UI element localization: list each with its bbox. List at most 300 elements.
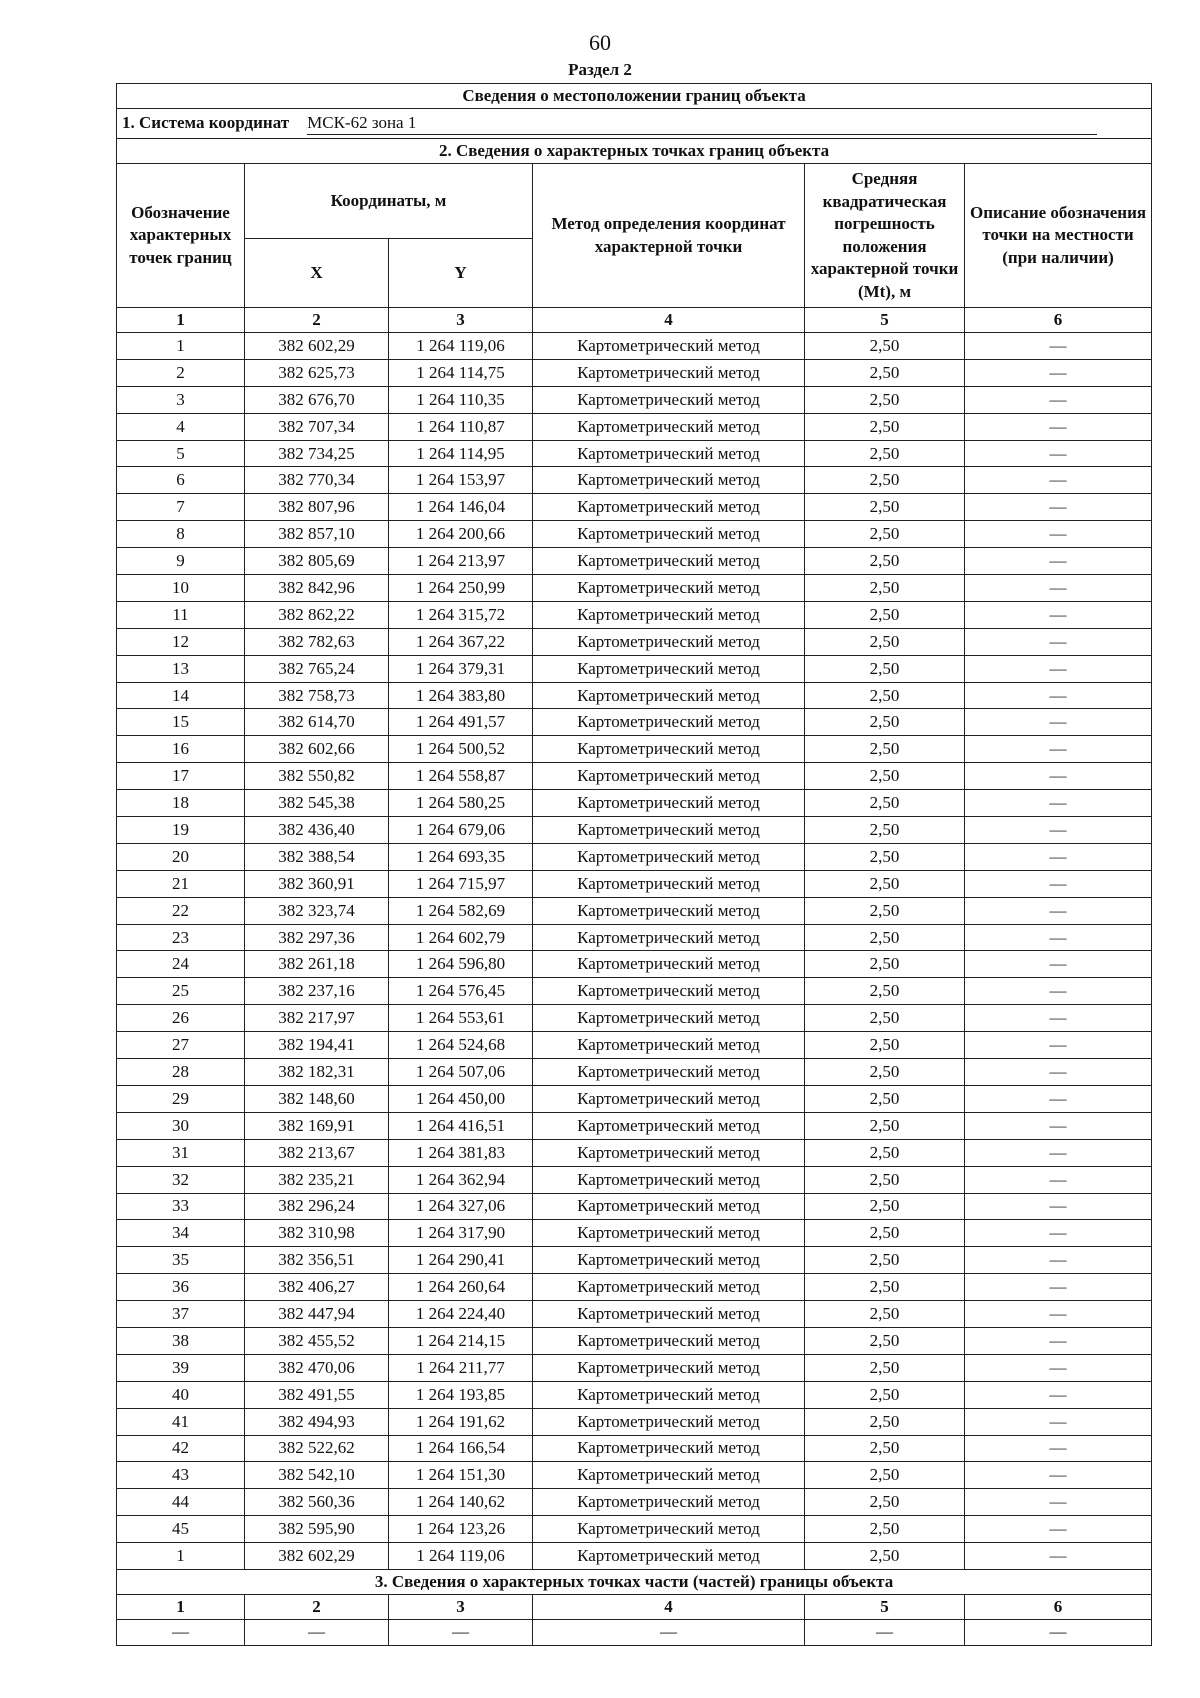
table-row <box>117 333 1152 360</box>
method: Картометрический метод <box>533 1408 805 1435</box>
points-col-number: 1 <box>117 308 245 333</box>
method: Картометрический метод <box>533 790 805 817</box>
coord-x: 382 169,91 <box>245 1112 389 1139</box>
description: — <box>965 1301 1152 1328</box>
coord-y: 1 264 558,87 <box>389 763 533 790</box>
point-id: 3 <box>117 386 245 413</box>
method: Картометрический метод <box>533 843 805 870</box>
description: — <box>965 1408 1152 1435</box>
description: — <box>965 1059 1152 1086</box>
table-row <box>117 359 1152 386</box>
error: 2,50 <box>805 601 965 628</box>
coord-y: 1 264 381,83 <box>389 1139 533 1166</box>
error: 2,50 <box>805 1247 965 1274</box>
point-id: 17 <box>117 763 245 790</box>
method: Картометрический метод <box>533 1435 805 1462</box>
coord-x: 382 857,10 <box>245 521 389 548</box>
table-row <box>117 763 1152 790</box>
table-row <box>117 736 1152 763</box>
error: 2,50 <box>805 736 965 763</box>
description: — <box>965 333 1152 360</box>
table-row <box>117 1139 1152 1166</box>
table-row <box>117 1354 1152 1381</box>
table-row <box>117 467 1152 494</box>
error: 2,50 <box>805 1220 965 1247</box>
error: 2,50 <box>805 1516 965 1543</box>
description: — <box>965 1166 1152 1193</box>
point-id: 43 <box>117 1462 245 1489</box>
method: Картометрический метод <box>533 440 805 467</box>
description: — <box>965 870 1152 897</box>
coord-x: 382 542,10 <box>245 1462 389 1489</box>
table-row <box>117 1435 1152 1462</box>
table-row <box>117 951 1152 978</box>
method: Картометрический метод <box>533 1381 805 1408</box>
coord-y: 1 264 260,64 <box>389 1274 533 1301</box>
error: 2,50 <box>805 870 965 897</box>
coord-y: 1 264 110,87 <box>389 413 533 440</box>
coord-x: 382 217,97 <box>245 1005 389 1032</box>
method: Картометрический метод <box>533 1112 805 1139</box>
column-number-row <box>117 308 1152 333</box>
description: — <box>965 1489 1152 1516</box>
coord-y: 1 264 450,00 <box>389 1085 533 1112</box>
point-id: 38 <box>117 1327 245 1354</box>
coord-y: 1 264 317,90 <box>389 1220 533 1247</box>
coord-y: 1 264 114,75 <box>389 359 533 386</box>
description: — <box>965 521 1152 548</box>
method: Картометрический метод <box>533 951 805 978</box>
boundary-table <box>116 83 1152 1646</box>
description: — <box>965 601 1152 628</box>
coord-x: 382 297,36 <box>245 924 389 951</box>
table-row <box>117 1220 1152 1247</box>
point-id: 37 <box>117 1301 245 1328</box>
table-row <box>117 978 1152 1005</box>
coord-x: 382 676,70 <box>245 386 389 413</box>
table-row <box>117 1381 1152 1408</box>
parts-cell: — <box>965 1619 1152 1645</box>
point-id: 25 <box>117 978 245 1005</box>
point-id: 1 <box>117 333 245 360</box>
coord-x: 382 235,21 <box>245 1166 389 1193</box>
description: — <box>965 440 1152 467</box>
coord-y: 1 264 491,57 <box>389 709 533 736</box>
method: Картометрический метод <box>533 682 805 709</box>
header-designation: Обозначение характерных точек границ <box>117 164 245 308</box>
coord-x: 382 213,67 <box>245 1139 389 1166</box>
parts-cell: — <box>533 1619 805 1645</box>
description: — <box>965 1247 1152 1274</box>
coord-x: 382 470,06 <box>245 1354 389 1381</box>
error: 2,50 <box>805 1327 965 1354</box>
description: — <box>965 682 1152 709</box>
table-row <box>117 655 1152 682</box>
table-row <box>117 1032 1152 1059</box>
coord-system-label: 1. Система координат <box>122 113 290 132</box>
error: 2,50 <box>805 682 965 709</box>
header-coords: Координаты, м <box>245 164 533 239</box>
error: 2,50 <box>805 1193 965 1220</box>
description: — <box>965 951 1152 978</box>
point-id: 7 <box>117 494 245 521</box>
method: Картометрический метод <box>533 655 805 682</box>
error: 2,50 <box>805 1489 965 1516</box>
method: Картометрический метод <box>533 521 805 548</box>
table-row <box>117 1193 1152 1220</box>
error: 2,50 <box>805 817 965 844</box>
point-id: 14 <box>117 682 245 709</box>
description: — <box>965 843 1152 870</box>
method: Картометрический метод <box>533 1516 805 1543</box>
coord-y: 1 264 362,94 <box>389 1166 533 1193</box>
coord-y: 1 264 500,52 <box>389 736 533 763</box>
error: 2,50 <box>805 1435 965 1462</box>
coord-x: 382 602,29 <box>245 333 389 360</box>
description: — <box>965 1543 1152 1570</box>
coord-x: 382 237,16 <box>245 978 389 1005</box>
point-id: 24 <box>117 951 245 978</box>
coord-x: 382 310,98 <box>245 1220 389 1247</box>
point-id: 15 <box>117 709 245 736</box>
header-method: Метод определения координат характерной точки <box>533 164 805 308</box>
points-col-number: 3 <box>389 308 533 333</box>
coord-x: 382 447,94 <box>245 1301 389 1328</box>
point-id: 44 <box>117 1489 245 1516</box>
method: Картометрический метод <box>533 575 805 602</box>
point-id: 29 <box>117 1085 245 1112</box>
table-row <box>117 709 1152 736</box>
coord-x: 382 491,55 <box>245 1381 389 1408</box>
method: Картометрический метод <box>533 333 805 360</box>
description: — <box>965 1381 1152 1408</box>
error: 2,50 <box>805 951 965 978</box>
point-id: 26 <box>117 1005 245 1032</box>
parts-cell: — <box>389 1619 533 1645</box>
point-id: 8 <box>117 521 245 548</box>
coord-y: 1 264 140,62 <box>389 1489 533 1516</box>
description: — <box>965 1085 1152 1112</box>
point-id: 42 <box>117 1435 245 1462</box>
coord-y: 1 264 602,79 <box>389 924 533 951</box>
description: — <box>965 1005 1152 1032</box>
coord-x: 382 356,51 <box>245 1247 389 1274</box>
table-row <box>117 521 1152 548</box>
description: — <box>965 1462 1152 1489</box>
error: 2,50 <box>805 413 965 440</box>
method: Картометрический метод <box>533 467 805 494</box>
error: 2,50 <box>805 763 965 790</box>
point-id: 13 <box>117 655 245 682</box>
description: — <box>965 1032 1152 1059</box>
parts-column-number-row <box>117 1594 1152 1619</box>
method: Картометрический метод <box>533 978 805 1005</box>
parts-col-number: 5 <box>805 1594 965 1619</box>
point-id: 1 <box>117 1543 245 1570</box>
method: Картометрический метод <box>533 548 805 575</box>
coord-y: 1 264 191,62 <box>389 1408 533 1435</box>
point-id: 35 <box>117 1247 245 1274</box>
point-id: 28 <box>117 1059 245 1086</box>
method: Картометрический метод <box>533 1327 805 1354</box>
parts-cell: — <box>245 1619 389 1645</box>
error: 2,50 <box>805 897 965 924</box>
coord-y: 1 264 200,66 <box>389 521 533 548</box>
coord-y: 1 264 524,68 <box>389 1032 533 1059</box>
header-error: Средняя квадратическая погрешность положения характерной точки (Mt), м <box>805 164 965 308</box>
table-row <box>117 1462 1152 1489</box>
method: Картометрический метод <box>533 709 805 736</box>
coord-x: 382 436,40 <box>245 817 389 844</box>
method: Картометрический метод <box>533 1085 805 1112</box>
coord-x: 382 388,54 <box>245 843 389 870</box>
description: — <box>965 1327 1152 1354</box>
error: 2,50 <box>805 359 965 386</box>
description: — <box>965 1112 1152 1139</box>
coord-x: 382 862,22 <box>245 601 389 628</box>
method: Картометрический метод <box>533 924 805 951</box>
table-row <box>117 870 1152 897</box>
method: Картометрический метод <box>533 1193 805 1220</box>
coord-y: 1 264 679,06 <box>389 817 533 844</box>
point-id: 34 <box>117 1220 245 1247</box>
points-col-number: 5 <box>805 308 965 333</box>
error: 2,50 <box>805 1059 965 1086</box>
point-id: 19 <box>117 817 245 844</box>
table-row <box>117 1301 1152 1328</box>
point-id: 16 <box>117 736 245 763</box>
coord-y: 1 264 553,61 <box>389 1005 533 1032</box>
method: Картометрический метод <box>533 359 805 386</box>
description: — <box>965 1139 1152 1166</box>
method: Картометрический метод <box>533 1005 805 1032</box>
coord-x: 382 707,34 <box>245 413 389 440</box>
table-row <box>117 628 1152 655</box>
method: Картометрический метод <box>533 601 805 628</box>
point-id: 12 <box>117 628 245 655</box>
error: 2,50 <box>805 843 965 870</box>
description: — <box>965 897 1152 924</box>
method: Картометрический метод <box>533 1354 805 1381</box>
coord-x: 382 296,24 <box>245 1193 389 1220</box>
error: 2,50 <box>805 467 965 494</box>
points-col-number: 2 <box>245 308 389 333</box>
description: — <box>965 386 1152 413</box>
point-id: 11 <box>117 601 245 628</box>
description: — <box>965 736 1152 763</box>
description: — <box>965 817 1152 844</box>
description: — <box>965 1516 1152 1543</box>
table-row <box>117 413 1152 440</box>
coord-y: 1 264 383,80 <box>389 682 533 709</box>
error: 2,50 <box>805 790 965 817</box>
coord-x: 382 602,29 <box>245 1543 389 1570</box>
points-title: 2. Сведения о характерных точках границ объекта <box>117 139 1152 164</box>
coord-x: 382 360,91 <box>245 870 389 897</box>
method: Картометрический метод <box>533 1462 805 1489</box>
coord-x: 382 782,63 <box>245 628 389 655</box>
parts-empty-row <box>117 1619 1152 1645</box>
coord-x: 382 182,31 <box>245 1059 389 1086</box>
coord-x: 382 770,34 <box>245 467 389 494</box>
point-id: 40 <box>117 1381 245 1408</box>
error: 2,50 <box>805 575 965 602</box>
description: — <box>965 359 1152 386</box>
description: — <box>965 628 1152 655</box>
error: 2,50 <box>805 924 965 951</box>
coord-x: 382 595,90 <box>245 1516 389 1543</box>
coord-x: 382 560,36 <box>245 1489 389 1516</box>
coord-x: 382 522,62 <box>245 1435 389 1462</box>
coord-y: 1 264 576,45 <box>389 978 533 1005</box>
method: Картометрический метод <box>533 494 805 521</box>
error: 2,50 <box>805 1032 965 1059</box>
method: Картометрический метод <box>533 386 805 413</box>
coord-x: 382 734,25 <box>245 440 389 467</box>
table-row <box>117 440 1152 467</box>
description: — <box>965 1274 1152 1301</box>
point-id: 20 <box>117 843 245 870</box>
error: 2,50 <box>805 333 965 360</box>
error: 2,50 <box>805 1301 965 1328</box>
coord-y: 1 264 250,99 <box>389 575 533 602</box>
coord-x: 382 805,69 <box>245 548 389 575</box>
method: Картометрический метод <box>533 897 805 924</box>
method: Картометрический метод <box>533 1247 805 1274</box>
coord-y: 1 264 379,31 <box>389 655 533 682</box>
coord-y: 1 264 151,30 <box>389 1462 533 1489</box>
error: 2,50 <box>805 1274 965 1301</box>
coord-y: 1 264 110,35 <box>389 386 533 413</box>
parts-col-number: 2 <box>245 1594 389 1619</box>
description: — <box>965 1354 1152 1381</box>
table-row <box>117 494 1152 521</box>
description: — <box>965 978 1152 1005</box>
coord-y: 1 264 715,97 <box>389 870 533 897</box>
coord-x: 382 455,52 <box>245 1327 389 1354</box>
coord-x: 382 765,24 <box>245 655 389 682</box>
point-id: 39 <box>117 1354 245 1381</box>
method: Картометрический метод <box>533 817 805 844</box>
table-row <box>117 1059 1152 1086</box>
coord-x: 382 625,73 <box>245 359 389 386</box>
error: 2,50 <box>805 1408 965 1435</box>
method: Картометрический метод <box>533 736 805 763</box>
table-row <box>117 897 1152 924</box>
point-id: 45 <box>117 1516 245 1543</box>
method: Картометрический метод <box>533 413 805 440</box>
page-number: 60 <box>589 30 611 55</box>
table-row <box>117 1516 1152 1543</box>
table-title: Сведения о местоположении границ объекта <box>117 84 1152 109</box>
parts-col-number: 3 <box>389 1594 533 1619</box>
point-id: 36 <box>117 1274 245 1301</box>
point-id: 5 <box>117 440 245 467</box>
point-id: 22 <box>117 897 245 924</box>
coord-y: 1 264 153,97 <box>389 467 533 494</box>
method: Картометрический метод <box>533 1543 805 1570</box>
coord-y: 1 264 327,06 <box>389 1193 533 1220</box>
coord-y: 1 264 119,06 <box>389 1543 533 1570</box>
coord-y: 1 264 580,25 <box>389 790 533 817</box>
point-id: 21 <box>117 870 245 897</box>
parts-col-number: 1 <box>117 1594 245 1619</box>
error: 2,50 <box>805 1112 965 1139</box>
parts-cell: — <box>117 1619 245 1645</box>
coord-y: 1 264 114,95 <box>389 440 533 467</box>
coord-y: 1 264 211,77 <box>389 1354 533 1381</box>
point-id: 32 <box>117 1166 245 1193</box>
coord-x: 382 602,66 <box>245 736 389 763</box>
coord-x: 382 194,41 <box>245 1032 389 1059</box>
table-row <box>117 386 1152 413</box>
description: — <box>965 1193 1152 1220</box>
method: Картометрический метод <box>533 1220 805 1247</box>
point-id: 23 <box>117 924 245 951</box>
error: 2,50 <box>805 494 965 521</box>
coord-y: 1 264 214,15 <box>389 1327 533 1354</box>
table-row <box>117 548 1152 575</box>
coord-x: 382 842,96 <box>245 575 389 602</box>
method: Картометрический метод <box>533 1059 805 1086</box>
point-id: 6 <box>117 467 245 494</box>
description: — <box>965 1435 1152 1462</box>
coord-y: 1 264 693,35 <box>389 843 533 870</box>
parts-col-number: 4 <box>533 1594 805 1619</box>
description: — <box>965 575 1152 602</box>
point-id: 31 <box>117 1139 245 1166</box>
coord-x: 382 148,60 <box>245 1085 389 1112</box>
point-id: 4 <box>117 413 245 440</box>
table-row <box>117 790 1152 817</box>
error: 2,50 <box>805 655 965 682</box>
point-id: 9 <box>117 548 245 575</box>
description: — <box>965 709 1152 736</box>
coord-x: 382 758,73 <box>245 682 389 709</box>
coord-y: 1 264 290,41 <box>389 1247 533 1274</box>
error: 2,50 <box>805 1005 965 1032</box>
table-row <box>117 682 1152 709</box>
description: — <box>965 655 1152 682</box>
method: Картометрический метод <box>533 1489 805 1516</box>
coord-x: 382 494,93 <box>245 1408 389 1435</box>
error: 2,50 <box>805 1166 965 1193</box>
section-title: Раздел 2 <box>568 60 632 79</box>
coord-x: 382 807,96 <box>245 494 389 521</box>
coord-y: 1 264 224,40 <box>389 1301 533 1328</box>
method: Картометрический метод <box>533 1166 805 1193</box>
table-row <box>117 1327 1152 1354</box>
method: Картометрический метод <box>533 1139 805 1166</box>
error: 2,50 <box>805 1462 965 1489</box>
error: 2,50 <box>805 1139 965 1166</box>
header-x: X <box>245 239 389 308</box>
table-row <box>117 1166 1152 1193</box>
point-id: 41 <box>117 1408 245 1435</box>
coord-x: 382 550,82 <box>245 763 389 790</box>
header-y: Y <box>389 239 533 308</box>
point-id: 18 <box>117 790 245 817</box>
table-row <box>117 843 1152 870</box>
coord-y: 1 264 123,26 <box>389 1516 533 1543</box>
coord-system-value: МСК-62 зона 1 <box>307 112 1097 135</box>
point-id: 27 <box>117 1032 245 1059</box>
points-col-number: 6 <box>965 308 1152 333</box>
table-row <box>117 1274 1152 1301</box>
error: 2,50 <box>805 1381 965 1408</box>
description: — <box>965 790 1152 817</box>
error: 2,50 <box>805 548 965 575</box>
